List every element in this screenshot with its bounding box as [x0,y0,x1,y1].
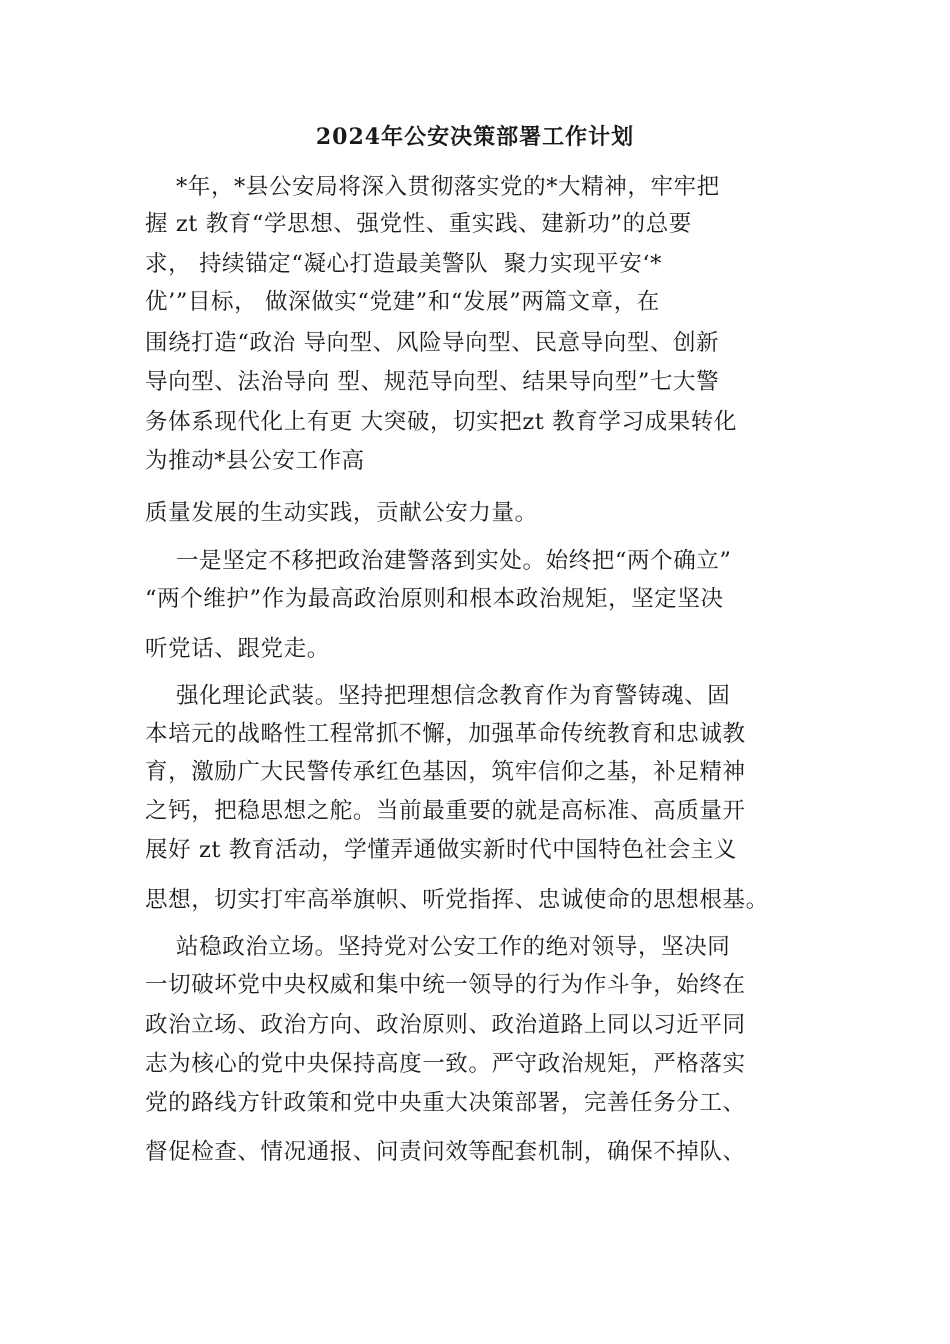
body-line: *年，*县公安局将深入贯彻落实党的*大精神，牢牢把 [145,174,720,200]
body-line: 一切破坏党中央权威和集中统一领导的行为作斗争，始终在 [145,972,746,998]
body-line: 为推动*县公安工作高 [145,448,365,474]
body-line: 握 zt 教育“学思想、强党性、重实践、建新功”的总要 [145,211,692,237]
body-line: 优’”目标， 做深做实“党建”和“发展”两篇文章，在 [145,289,660,315]
body-line: 一是坚定不移把政治建警落到实处。始终把“两个确立” [145,548,732,574]
body-line: 志为核心的党中央保持高度一致。严守政治规矩，严格落实 [145,1051,746,1077]
body-line: 展好 zt 教育活动，学懂弄通做实新时代中国特色社会主义 [145,837,738,863]
document-title: 2024年公安决策部署工作计划 [315,124,635,150]
body-line: 党的路线方针政策和党中央重大决策部署，完善任务分工、 [145,1090,746,1116]
body-line: 务体系现代化上有更 大突破，切实把zt 教育学习成果转化 [145,409,738,435]
body-line: 之钙，把稳思想之舵。当前最重要的就是高标准、高质量开 [145,798,746,824]
body-line: 政治立场、政治方向、政治原则、政治道路上同以习近平同 [145,1012,746,1038]
body-line: 导向型、法治导向 型、规范导向型、结果导向型”七大警 [145,369,720,395]
body-line: 强化理论武装。坚持把理想信念教育作为育警铸魂、固 [145,683,731,709]
body-line: 围绕打造“政治 导向型、风险导向型、民意导向型、创新 [145,330,720,356]
body-line: 思想，切实打牢高举旗帜、听党指挥、忠诚使命的思想根基。 [145,887,769,913]
body-line: 育，激励广大民警传承红色基因，筑牢信仰之基，补足精神 [145,759,746,785]
body-line: 质量发展的生动实践，贡献公安力量。 [145,500,538,526]
body-line: 听党话、跟党走。 [145,636,330,662]
body-line: 站稳政治立场。坚持党对公安工作的绝对领导，坚决同 [145,934,731,960]
body-line: 求， 持续锚定“凝心打造最美警队 聚力实现平安‘* [145,251,662,277]
body-line: 督促检查、情况通报、问责问效等配套机制，确保不掉队、 [145,1139,746,1165]
body-line: 本培元的战略性工程常抓不懈，加强革命传统教育和忠诚教 [145,721,746,747]
body-line: “两个维护”作为最高政治原则和根本政治规矩，坚定坚决 [145,586,724,612]
